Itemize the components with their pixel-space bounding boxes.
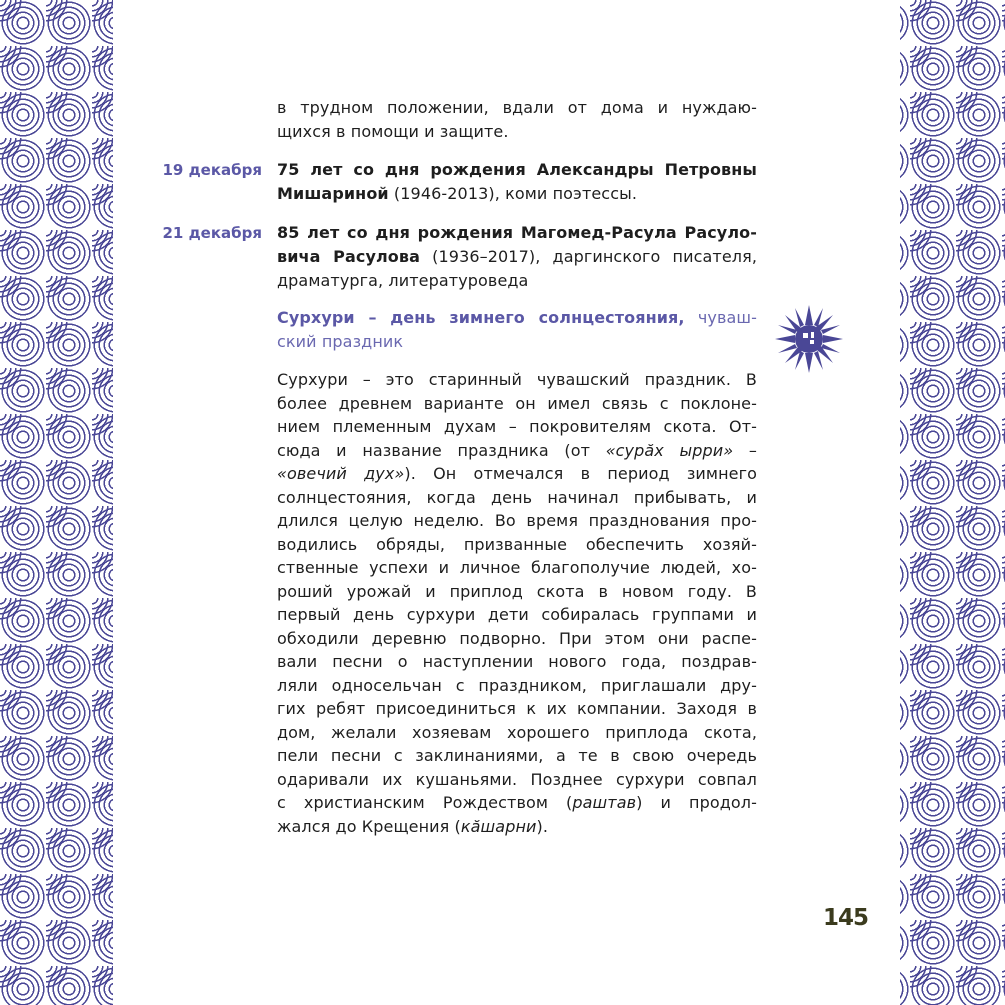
body-line-2: более древнем варианте он имел связь с поклоне- <box>277 394 757 413</box>
page-number: 145 <box>822 905 868 931</box>
body-line-14: ляли односельчан с праздником, приглашали дру- <box>277 676 757 695</box>
body-line-20c: ). <box>536 817 549 836</box>
intro-line-2: щихся в помощи и защите. <box>277 122 509 141</box>
body-term-rashtav: раштав <box>572 793 637 812</box>
body-line-4c: – <box>733 441 757 460</box>
body-line-16: дом, желали хозяевам хорошего приплода скота, <box>277 723 757 742</box>
body-line-3: нием племенным духам – покровителям скота. От- <box>277 417 757 436</box>
body-line-15: гих ребят присоединиться к их компании. Заходя в <box>277 699 757 718</box>
intro-line-1: в трудном положении, вдали от дома и нуждаю- <box>277 98 757 117</box>
holiday-heading-line-2: ский праздник <box>277 332 404 351</box>
left-ornament-border <box>0 0 113 1005</box>
body-line-4 <box>277 440 757 462</box>
body-term-ovechiy-dukh: «овечий дух» <box>277 464 405 483</box>
body-line-19 <box>277 792 757 814</box>
right-ornament-border <box>900 0 1005 1005</box>
body-line-11: первый день сурхури дети собиралась группами и <box>277 605 757 624</box>
entry1-name: Мишариной <box>277 184 389 203</box>
body-line-12: обходили деревню подворно. При этом они распе- <box>277 629 757 648</box>
body-line-18: одаривали их кушаньями. Позднее сурхури совпал <box>277 770 757 789</box>
body-line-20 <box>277 816 757 838</box>
body-line-17: пели песни с заклинаниями, а те в свою очередь <box>277 746 757 765</box>
body-line-5b: ). Он отмечался в период зимнего <box>404 464 757 483</box>
body-line-1: Сурхури – это старинный чувашский праздник. В <box>277 370 757 389</box>
holiday-heading <box>277 307 757 329</box>
body-line-8: водились обряды, призванные обеспечить хозяй- <box>277 535 757 554</box>
entry2-line-2 <box>277 246 757 268</box>
holiday-title: Сурхури – день зимнего солнцестояния, <box>277 308 685 327</box>
body-line-13: вали песни о наступлении нового года, поздрав- <box>277 652 757 671</box>
body-term-surah-yrri: «сурăх ырри» <box>605 441 734 460</box>
body-line-7: длился целую неделю. Во время празднования про- <box>277 511 757 530</box>
entry2-name: вича Расулова <box>277 247 421 266</box>
entry-date-21: 21 декабря <box>162 224 262 242</box>
entry2-desc: (1936–2017), даргинского писателя, <box>420 247 757 266</box>
body-term-kasharni: кăшарни <box>460 817 537 836</box>
sun-ornament-icon <box>773 303 845 375</box>
entry1-desc: (1946-2013), коми поэтессы. <box>388 184 638 203</box>
body-line-19c: ) и продол- <box>636 793 757 812</box>
body-line-9: ственные успехи и личное благополучие людей, хо- <box>277 558 757 577</box>
entry-date-19: 19 декабря <box>162 161 262 179</box>
body-line-5 <box>277 463 757 485</box>
body-line-19a: с христианским Рождеством ( <box>277 793 573 812</box>
body-line-20a: жался до Крещения ( <box>277 817 461 836</box>
entry2-line-3: драматурга, литературоведа <box>277 271 529 290</box>
entry1-line-2 <box>277 183 757 205</box>
body-line-4a: сюда и название праздника (от <box>277 441 606 460</box>
holiday-subtitle: чуваш- <box>684 308 757 327</box>
entry2-title: 85 лет со дня рождения Магомед-Расула Расуло- <box>277 223 757 242</box>
body-line-6: солнцестояния, когда день начинал прибывать, и <box>277 488 757 507</box>
body-line-10: роший урожай и приплод скота в новом году. В <box>277 582 757 601</box>
entry1-title: 75 лет со дня рождения Александры Петровны <box>277 160 757 179</box>
